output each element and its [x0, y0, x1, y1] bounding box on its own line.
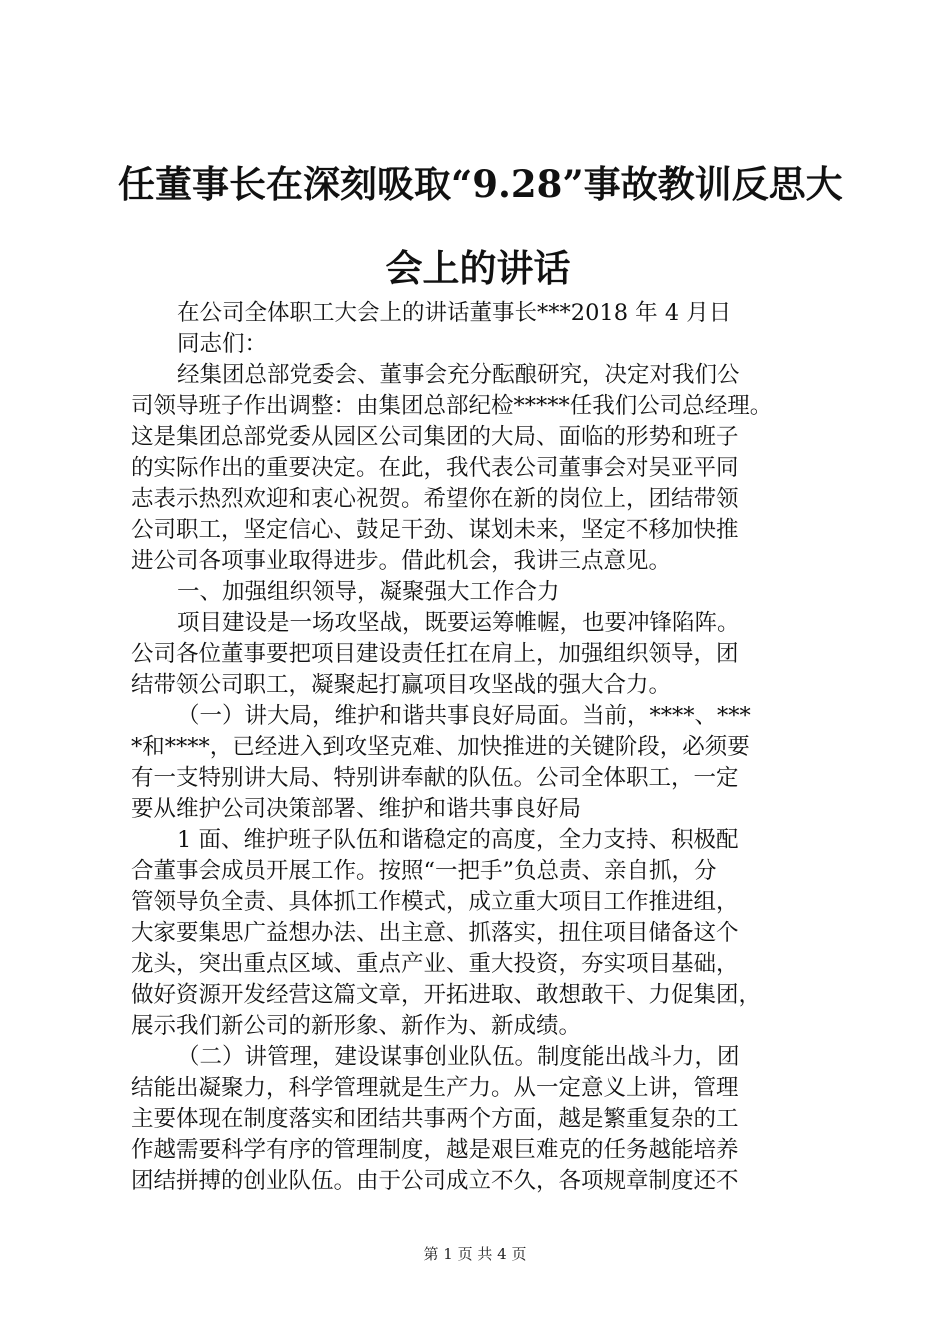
body-line: 项目建设是一场攻坚战，既要运筹帷幄，也要冲锋陷阵。 [177, 610, 740, 636]
body-line: （二）讲管理，建设谋事创业队伍。制度能出战斗力，团 [177, 1044, 740, 1070]
body-line: 管领导负全责、具体抓工作模式，成立重大项目工作推进组， [131, 889, 739, 915]
title-line-1: 任董事长在深刻吸取“9.28”事故教训反思大 [118, 162, 843, 206]
body-line: 结带领公司职工，凝聚起打赢项目攻坚战的强大合力。 [131, 672, 672, 698]
body-line: 一、加强组织领导，凝聚强大工作合力 [177, 579, 560, 605]
body-line: 主要体现在制度落实和团结共事两个方面，越是繁重复杂的工 [131, 1106, 739, 1132]
title-line-2: 会上的讲话 [385, 246, 571, 290]
body-line: 团结拼搏的创业队伍。由于公司成立不久，各项规章制度还不 [131, 1168, 739, 1194]
body-line: 在公司全体职工大会上的讲话董事长***2018 年 4 月日 [177, 300, 732, 326]
body-line: 这是集团总部党委从园区公司集团的大局、面临的形势和班子 [131, 424, 739, 450]
body-line: 要从维护公司决策部署、维护和谐共事良好局 [131, 796, 582, 822]
body-line: （一）讲大局，维护和谐共事良好局面。当前，****、*** [177, 703, 751, 729]
document-body [131, 298, 833, 1197]
body-line: 大家要集思广益想办法、出主意、抓落实，扭住项目储备这个 [131, 920, 739, 946]
body-line: 作越需要科学有序的管理制度，越是艰巨难克的任务越能培养 [131, 1137, 739, 1163]
body-line: 经集团总部党委会、董事会充分酝酿研究，决定对我们公 [177, 362, 740, 388]
body-line: 同志们： [177, 331, 268, 357]
body-line: 有一支特别讲大局、特别讲奉献的队伍。公司全体职工，一定 [131, 765, 739, 791]
body-line: 龙头，突出重点区域、重点产业、重大投资，夯实项目基础， [131, 951, 739, 977]
body-line: 进公司各项事业取得进步。借此机会，我讲三点意见。 [131, 548, 672, 574]
body-line: 合董事会成员开展工作。按照“一把手”负总责、亲自抓，分 [131, 858, 717, 884]
body-line: 志表示热烈欢迎和衷心祝贺。希望你在新的岗位上，团结带领 [131, 486, 739, 512]
document-title [118, 160, 843, 292]
body-line: 做好资源开发经营这篇文章，开拓进取、敢想敢干、力促集团， [131, 982, 762, 1008]
body-line: 的实际作出的重要决定。在此，我代表公司董事会对吴亚平同 [131, 455, 739, 481]
body-line: 结能出凝聚力，科学管理就是生产力。从一定意义上讲，管理 [131, 1075, 739, 1101]
body-line: 司领导班子作出调整：由集团总部纪检*****任我们公司总经理。 [131, 393, 773, 419]
body-line: 1 面、维护班子队伍和谐稳定的高度，全力支持、积极配 [177, 827, 739, 853]
body-line: 公司各位董事要把项目建设责任扛在肩上，加强组织领导，团 [131, 641, 739, 667]
body-line: 展示我们新公司的新形象、新作为、新成绩。 [131, 1013, 582, 1039]
page-footer: 第 1 页 共 4 页 [423, 1245, 527, 1263]
body-line: 公司职工，坚定信心、鼓足干劲、谋划未来，坚定不移加快推 [131, 517, 739, 543]
body-line: *和****，已经进入到攻坚克难、加快推进的关键阶段，必须要 [131, 734, 750, 760]
